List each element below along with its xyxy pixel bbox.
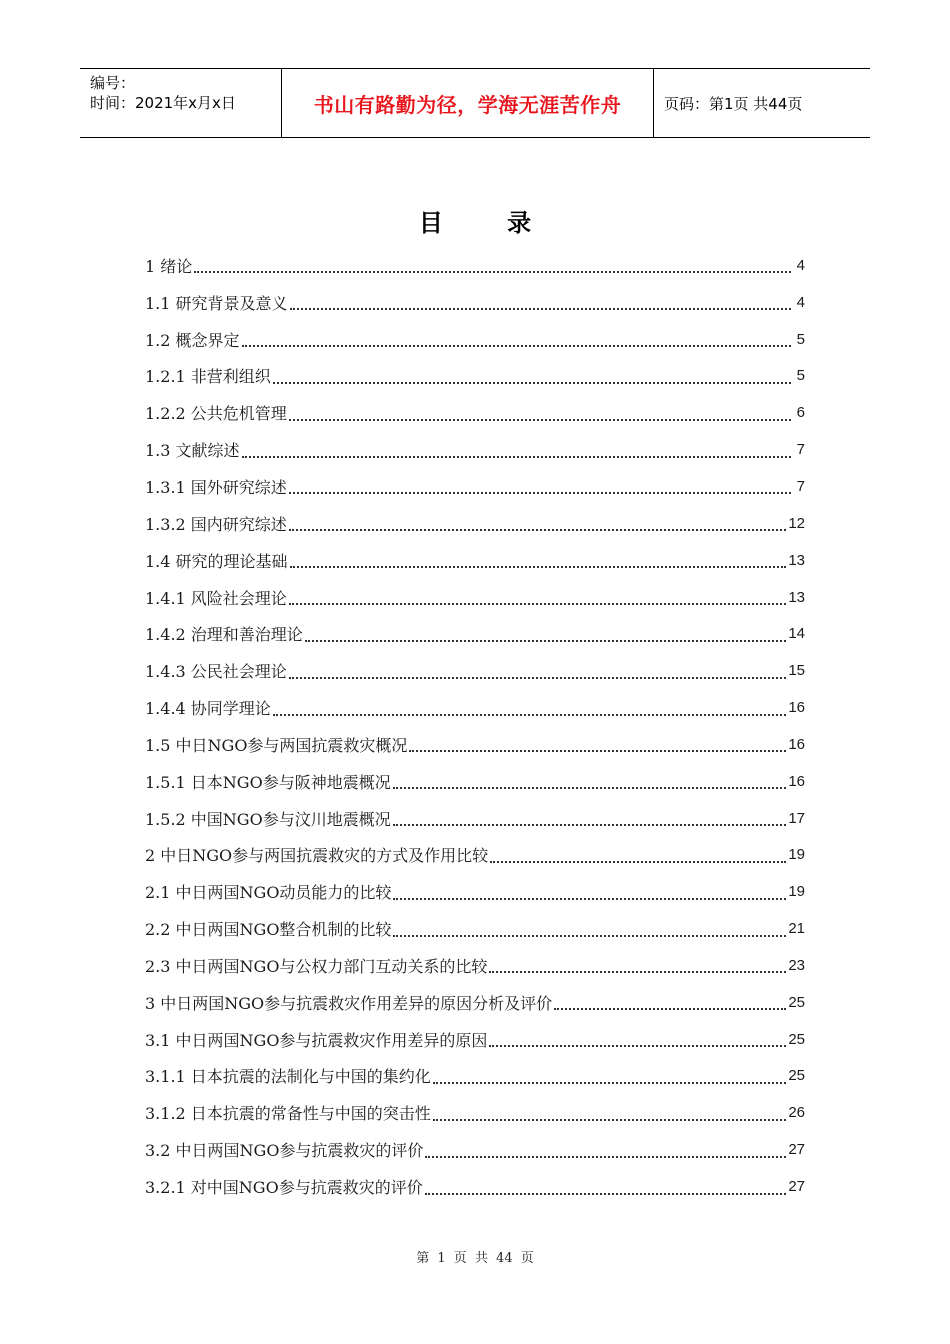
toc-entry[interactable] <box>145 394 805 431</box>
document-number-label: 编号： <box>90 74 136 92</box>
toc-entry-page: 23 <box>788 956 805 974</box>
toc-dot-leader <box>289 519 787 531</box>
toc-entry-label: 1.5.1 日本NGO参与阪神地震概况 <box>145 772 391 792</box>
toc-entry-label: 2.1 中日两国NGO动员能力的比较 <box>145 883 392 903</box>
toc-entry[interactable] <box>145 542 805 579</box>
toc-entry-label: 1.3.2 国内研究综述 <box>145 514 287 534</box>
header-meta <box>80 69 282 137</box>
toc-dot-leader <box>393 777 787 789</box>
toc-dot-leader <box>290 298 791 310</box>
toc-dot-leader <box>393 925 786 937</box>
toc-entry[interactable] <box>145 431 805 468</box>
toc-dot-leader <box>554 998 786 1010</box>
toc-entry-page: 13 <box>788 588 805 606</box>
toc-entry[interactable] <box>145 579 805 616</box>
toc-entry-label: 2 中日NGO参与两国抗震救灾的方式及作用比较 <box>145 846 489 866</box>
toc-entry-label: 2.2 中日两国NGO整合机制的比较 <box>145 920 392 940</box>
toc-entry[interactable] <box>145 1168 805 1205</box>
toc-dot-leader <box>490 851 786 863</box>
toc-entry-label: 3.1.1 日本抗震的法制化与中国的集约化 <box>145 1067 431 1087</box>
toc-entry-page: 25 <box>788 1030 805 1048</box>
toc-entry[interactable] <box>145 947 805 984</box>
toc-entry[interactable] <box>145 1021 805 1058</box>
toc-title: 目 录 <box>418 208 560 237</box>
toc-entry-page: 5 <box>796 330 805 348</box>
toc-entry[interactable] <box>145 689 805 726</box>
toc-dot-leader <box>242 335 791 347</box>
header-motto: 书山有路勤为径，学海无涯苦作舟 <box>282 69 654 137</box>
toc-entry-label: 2.3 中日两国NGO与公权力部门互动关系的比较 <box>145 956 488 976</box>
toc-entry-page: 16 <box>788 772 805 790</box>
toc-entry[interactable] <box>145 984 805 1021</box>
toc-entry-label: 1.4.1 风险社会理论 <box>145 588 287 608</box>
toc-entry-label: 1.3 文献综述 <box>145 441 240 461</box>
toc-entry-page: 21 <box>788 920 805 938</box>
toc-entry-label: 3.2.1 对中国NGO参与抗震救灾的评价 <box>145 1178 423 1198</box>
toc-dot-leader <box>290 556 787 568</box>
toc-dot-leader <box>393 888 786 900</box>
toc-entry[interactable] <box>145 873 805 910</box>
toc-entry[interactable] <box>145 837 805 874</box>
toc-entry-label: 1.4.4 协同学理论 <box>145 699 271 719</box>
toc-entry[interactable] <box>145 800 805 837</box>
toc-dot-leader <box>273 704 787 716</box>
toc-entry-page: 7 <box>796 477 805 495</box>
toc-entry-page: 4 <box>796 293 805 311</box>
toc-dot-leader <box>289 667 787 679</box>
document-time-label: 时间：2021年x月x日 <box>90 94 236 112</box>
toc-entry-label: 1 绪论 <box>145 256 193 276</box>
page-footer: 第 1 页 共 44 页 <box>416 1251 534 1266</box>
toc-entry-page: 6 <box>796 404 805 422</box>
toc-entry[interactable] <box>145 468 805 505</box>
toc-dot-leader <box>289 409 791 421</box>
toc-entry-label: 3.1 中日两国NGO参与抗震救灾作用差异的原因 <box>145 1030 488 1050</box>
toc-dot-leader <box>409 740 786 752</box>
toc-entry-page: 14 <box>788 625 805 643</box>
toc-entry[interactable] <box>145 284 805 321</box>
toc-entry-page: 16 <box>788 735 805 753</box>
toc-entry-label: 1.4 研究的理论基础 <box>145 551 288 571</box>
toc-dot-leader <box>425 1146 786 1158</box>
toc-entry-label: 1.2.2 公共危机管理 <box>145 404 287 424</box>
toc-entry[interactable] <box>145 1094 805 1131</box>
toc-dot-leader <box>194 261 791 273</box>
toc-entry-page: 19 <box>788 846 805 864</box>
toc-entry[interactable] <box>145 763 805 800</box>
toc-entry-label: 1.2.1 非营利组织 <box>145 367 271 387</box>
toc-entry[interactable] <box>145 358 805 395</box>
toc-entry-page: 7 <box>796 441 805 459</box>
page-header <box>80 68 870 138</box>
toc-dot-leader <box>393 814 787 826</box>
toc-entry-label: 1.5.2 中国NGO参与汶川地震概况 <box>145 809 391 829</box>
toc-dot-leader <box>425 1183 787 1195</box>
toc-dot-leader <box>489 1035 786 1047</box>
toc-entry-page: 25 <box>788 993 805 1011</box>
toc-entry-label: 3 中日两国NGO参与抗震救灾作用差异的原因分析及评价 <box>145 993 553 1013</box>
toc-dot-leader <box>433 1072 787 1084</box>
toc-entry-page: 17 <box>788 809 805 827</box>
toc-entry-page: 25 <box>788 1067 805 1085</box>
toc-entry-label: 1.2 概念界定 <box>145 330 240 350</box>
toc-entry[interactable] <box>145 321 805 358</box>
toc-entry[interactable] <box>145 726 805 763</box>
toc-dot-leader <box>305 630 787 642</box>
toc-entry[interactable] <box>145 247 805 284</box>
toc-entry-page: 27 <box>788 1178 805 1196</box>
toc-entry-page: 15 <box>788 662 805 680</box>
toc-entry-page: 12 <box>788 514 805 532</box>
toc-dot-leader <box>289 482 791 494</box>
toc-entry[interactable] <box>145 615 805 652</box>
toc-dot-leader <box>242 446 791 458</box>
toc-dot-leader <box>433 1109 787 1121</box>
toc-entry-label: 1.4.3 公民社会理论 <box>145 662 287 682</box>
toc-dot-leader <box>273 372 791 384</box>
toc-entry-label: 1.5 中日NGO参与两国抗震救灾概况 <box>145 735 408 755</box>
table-of-contents <box>145 247 805 1205</box>
toc-entry[interactable] <box>145 652 805 689</box>
toc-entry-page: 13 <box>788 551 805 569</box>
toc-entry-label: 3.1.2 日本抗震的常备性与中国的突击性 <box>145 1104 431 1124</box>
toc-entry-label: 1.4.2 治理和善治理论 <box>145 625 303 645</box>
toc-entry-page: 5 <box>796 367 805 385</box>
toc-entry-page: 4 <box>796 256 805 274</box>
header-page-info: 页码：第1页 共44页 <box>664 94 803 113</box>
toc-entry-label: 1.3.1 国外研究综述 <box>145 477 287 497</box>
toc-entry[interactable] <box>145 505 805 542</box>
toc-entry[interactable] <box>145 910 805 947</box>
toc-entry-page: 19 <box>788 883 805 901</box>
toc-dot-leader <box>289 593 787 605</box>
toc-entry[interactable] <box>145 1131 805 1168</box>
toc-entry-page: 26 <box>788 1104 805 1122</box>
toc-entry-label: 3.2 中日两国NGO参与抗震救灾的评价 <box>145 1141 424 1161</box>
toc-entry[interactable] <box>145 1058 805 1095</box>
toc-dot-leader <box>489 961 786 973</box>
toc-entry-page: 27 <box>788 1141 805 1159</box>
toc-entry-page: 16 <box>788 699 805 717</box>
toc-entry-label: 1.1 研究背景及意义 <box>145 293 288 313</box>
